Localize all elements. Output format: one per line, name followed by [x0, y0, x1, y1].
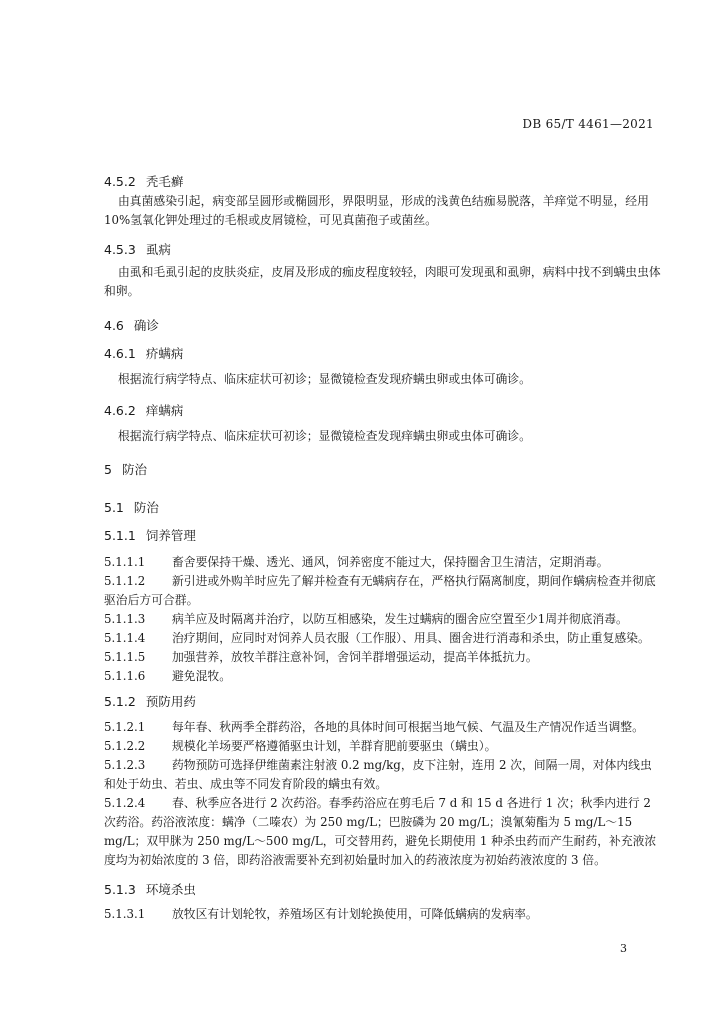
item-text: 畜舍要保持干燥、透光、通风，饲养密度不能过大，保持圈舍卫生清洁，定期消毒。 [172, 555, 609, 569]
paragraph: 根据流行病学特点、临床症状可初诊；显微镜检查发现疥螨虫卵或虫体可确诊。 [118, 372, 531, 386]
section-title: 痒螨病 [145, 403, 184, 418]
section-title: 饲养管理 [145, 528, 196, 543]
item-text: 治疗期间，应同时对饲养人员衣服（工作服）、用具、圈舍进行消毒和杀虫，防止重复感染。 [172, 631, 650, 645]
item-number: 5.1.2.4 [104, 796, 146, 810]
section-heading [104, 692, 196, 710]
list-item [104, 553, 660, 572]
section-title: 环境杀虫 [145, 882, 196, 897]
list-item [104, 794, 660, 870]
section-heading [104, 880, 196, 898]
section-heading [104, 172, 183, 190]
section-title: 防治 [133, 500, 159, 515]
list-item [104, 756, 660, 794]
section-number: 5.1 [104, 500, 124, 515]
section-number: 5.1.2 [104, 694, 136, 709]
standard-number: DB 65/T 4461—2021 [522, 117, 654, 131]
section-heading [104, 526, 196, 544]
section-number: 4.5.3 [104, 242, 136, 257]
item-number: 5.1.3.1 [104, 907, 146, 921]
list-item [104, 610, 660, 629]
paragraph: 根据流行病学特点、临床症状可初诊；显微镜检查发现痒螨虫卵或虫体可确诊。 [118, 429, 531, 443]
item-number: 5.1.2.3 [104, 758, 146, 772]
item-text: 避免混牧。 [172, 669, 231, 683]
section-number: 5.1.3 [104, 882, 136, 897]
section-number: 5.1.1 [104, 528, 136, 543]
item-text: 新引进或外购羊时应先了解并检查有无螨病存在，严格执行隔离制度，期间作螨病检查并彻底驱治后方可合群。 [104, 574, 656, 607]
item-text: 每年春、秋两季全群药浴，各地的具体时间可根据当地气候、气温及生产情况作适当调整。 [172, 720, 644, 734]
section-heading [104, 344, 183, 362]
list-item [104, 905, 660, 924]
list-item [104, 629, 660, 648]
section-number: 4.5.2 [104, 174, 136, 189]
item-number: 5.1.1.2 [104, 574, 146, 588]
section-title: 确诊 [133, 318, 159, 333]
section-heading [104, 498, 159, 516]
page-number: 3 [620, 942, 627, 955]
item-text: 加强营养，放牧羊群注意补饲，舍饲羊群增强运动，提高羊体抵抗力。 [172, 650, 538, 664]
section-title: 秃毛癣 [145, 174, 184, 189]
item-number: 5.1.1.6 [104, 669, 146, 683]
section-heading [104, 316, 159, 334]
section-title: 疥螨病 [145, 346, 184, 361]
item-number: 5.1.2.2 [104, 739, 146, 753]
list-item [104, 737, 660, 756]
paragraph: 由虱和毛虱引起的皮肤炎症，皮屑及形成的痂皮程度较轻，肉眼可发现虱和虱卵，病料中找不到螨虫虫体和卵。 [104, 265, 661, 298]
list-item [104, 648, 660, 667]
section-number: 4.6.1 [104, 346, 136, 361]
list-item [104, 718, 660, 737]
section-heading [104, 240, 171, 258]
section-title: 虱病 [145, 242, 171, 257]
item-text: 放牧区有计划轮牧，养殖场区有计划轮换使用，可降低螨病的发病率。 [172, 907, 538, 921]
section-number: 4.6.2 [104, 403, 136, 418]
item-text: 春、秋季应各进行 2 次药浴。春季药浴应在剪毛后 7 d 和 15 d 各进行 1 次；秋季内进行 2 次药浴。药浴液浓度：螨净（二嗪农）为 250 mg/L；巴胺磷为 20 mg/L；溴氰菊酯为 5 mg/L～15 mg/L；双甲脒为 250 mg/L～500 mg/L，可交替用药，避免长期使用 1 种杀虫药而产生耐药，补充液浓度均为初始浓度的 3 倍，即药浴液需要补充到初始量时加入的药液浓度为初始药液浓度的 3 倍。 [104, 796, 657, 867]
list-item [104, 572, 660, 610]
item-text: 规模化羊场要严格遵循驱虫计划，羊群育肥前要驱虫（螨虫）。 [172, 739, 497, 753]
section-heading [104, 460, 147, 478]
item-text: 药物预防可选择伊维菌素注射液 0.2 mg/kg，皮下注射，连用 2 次，间隔一周，对体内线虫和处于幼虫、若虫、成虫等不同发育阶段的螨虫有效。 [104, 758, 652, 791]
section-heading [104, 401, 183, 419]
section-number: 4.6 [104, 318, 124, 333]
item-text: 病羊应及时隔离并治疗，以防互相感染，发生过螨病的圈舍应空置至少1周并彻底消毒。 [172, 612, 628, 626]
section-number: 5 [104, 462, 112, 477]
item-number: 5.1.1.5 [104, 650, 146, 664]
paragraph: 由真菌感染引起，病变部呈圆形或椭圆形，界限明显，形成的浅黄色结痂易脱落，羊痒觉不明显，经用10%氢氧化钾处理过的毛根或皮屑镜检，可见真菌孢子或菌丝。 [104, 194, 649, 227]
item-number: 5.1.1.3 [104, 612, 146, 626]
item-number: 5.1.1.4 [104, 631, 146, 645]
item-number: 5.1.1.1 [104, 555, 146, 569]
item-number: 5.1.2.1 [104, 720, 146, 734]
list-item [104, 667, 660, 686]
section-title: 预防用药 [145, 694, 196, 709]
section-title: 防治 [121, 462, 147, 477]
